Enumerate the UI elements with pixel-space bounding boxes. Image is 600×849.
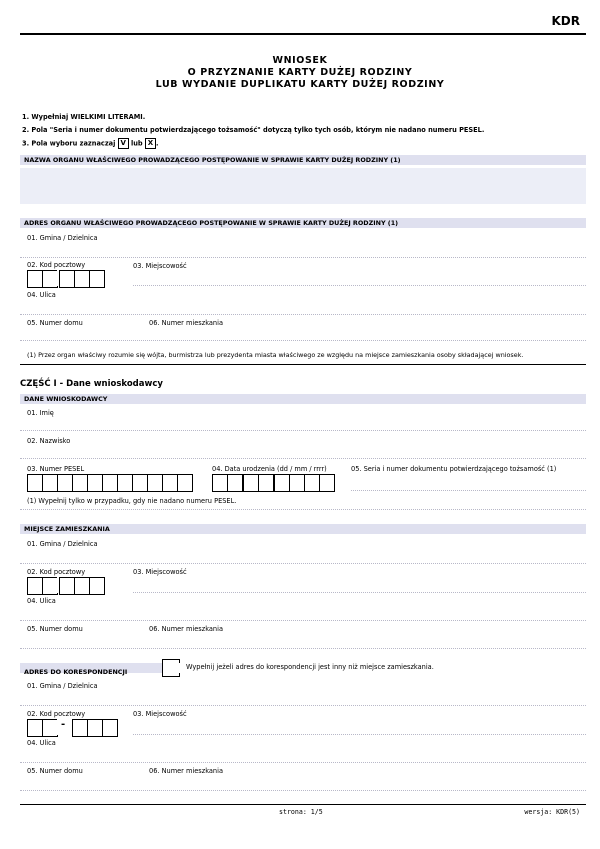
organ-kod-label: 02. Kod pocztowy [27,261,86,269]
corr-ulica-field[interactable] [20,762,586,763]
organ-name-field[interactable] [20,168,586,204]
organ-gmina-label: 01. Gmina / Dzielnica [27,234,98,242]
organ-address-header: ADRES ORGANU WŁAŚCIWEGO PROWADZĄCEGO POSTĘPOWANIE W SPRAWIE KARTY DUŻEJ RODZINY (1) [24,219,399,227]
organ-nr-mieszkania-label: 06. Numer mieszkania [149,319,223,327]
instruction-3 [22,138,158,149]
nazwisko-label: 02. Nazwisko [27,437,71,445]
res-nr-domu-label: 05. Numer domu [27,625,83,633]
example-check-x: X [145,138,156,149]
organ-ulica-field[interactable] [20,314,586,315]
nazwisko-field[interactable] [20,458,586,459]
doc-field[interactable] [351,490,586,491]
footer-rule [20,804,586,805]
pesel-note: (1) Wypełnij tylko w przypadku, gdy nie nadano numeru PESEL. [27,497,237,505]
instruction-3-prefix: 3. Pola wyboru zaznaczaj [22,139,116,148]
res-kod-label: 02. Kod pocztowy [27,568,86,576]
section-rule [20,364,586,365]
pesel-boxes[interactable] [27,474,193,492]
corr-nr-domu-label: 05. Numer domu [27,767,83,775]
res-nr-field[interactable] [20,648,586,649]
applicant-bottom-rule [20,509,586,510]
corr-kod-dash: - [61,719,66,730]
res-nr-mieszkania-label: 06. Numer mieszkania [149,625,223,633]
res-ulica-field[interactable] [20,620,586,621]
organ-gmina-field[interactable] [20,257,586,258]
organ-kod-boxes[interactable] [27,270,105,288]
organ-nr-field[interactable] [20,340,586,341]
res-gmina-label: 01. Gmina / Dzielnica [27,540,98,548]
corr-checkbox-label: Wypełnij jeżeli adres do korespondencji jest inny niż miejsce zamieszkania. [186,663,434,671]
corr-nr-field[interactable] [20,790,586,791]
title-line-3: LUB WYDANIE DUPLIKATU KARTY DUŻEJ RODZINY [155,79,445,90]
corr-ulica-label: 04. Ulica [27,739,56,747]
title-line-1: WNIOSEK [272,55,328,66]
corr-checkbox[interactable] [162,659,180,677]
corr-kod-boxes[interactable] [27,719,118,737]
instruction-3-or: lub [130,139,143,148]
corr-header: ADRES DO KORESPONDENCJI [24,668,128,676]
corr-kod-label: 02. Kod pocztowy [27,710,86,718]
res-kod-boxes[interactable] [27,577,105,595]
birth-date-label: 04. Data urodzenia (dd / mm / rrrr) [212,465,327,473]
instruction-1: 1. Wypełniaj WIELKIMI LITERAMI. [22,113,146,121]
res-miejscowosc-label: 03. Miejscowość [133,568,187,576]
corr-gmina-label: 01. Gmina / Dzielnica [27,682,98,690]
title-line-2: O PRZYZNANIE KARTY DUŻEJ RODZINY [187,67,413,78]
imie-field[interactable] [20,430,586,431]
res-miejscowosc-field[interactable] [133,592,586,593]
organ-miejscowosc-label: 03. Miejscowość [133,262,187,270]
organ-name-header: NAZWA ORGANU WŁAŚCIWEGO PROWADZĄCEGO POSTĘPOWANIE W SPRAWIE KARTY DUŻEJ RODZINY (1) [24,156,401,164]
corr-gmina-field[interactable] [20,705,586,706]
form-code: KDR [551,14,580,28]
res-gmina-field[interactable] [20,563,586,564]
res-ulica-label: 04. Ulica [27,597,56,605]
corr-miejscowosc-field[interactable] [133,734,586,735]
corr-miejscowosc-label: 03. Miejscowość [133,710,187,718]
top-rule [20,33,586,35]
instruction-3-suffix: . [155,139,159,148]
residence-header: MIEJSCE ZAMIESZKANIA [24,525,110,533]
pesel-label: 03. Numer PESEL [27,465,85,473]
imie-label: 01. Imię [27,409,54,417]
organ-nr-domu-label: 05. Numer domu [27,319,83,327]
part-1-title: CZĘŚĆ I - Dane wnioskodawcy [20,379,163,389]
instruction-2: 2. Pola "Seria i numer dokumentu potwierdzającego tożsamość" dotyczą tylko tych osób, którym nie nadano numeru PESEL. [22,126,485,134]
applicant-header: DANE WNIOSKODAWCY [24,395,108,403]
example-check-v: V [118,138,129,149]
page-number: strona: 1/5 [279,808,323,816]
organ-note: (1) Przez organ właściwy rozumie się wójta, burmistrza lub prezydenta miasta właściwego ze względu na miejsce zamieszkania osoby składającej wniosek. [27,351,524,359]
organ-ulica-label: 04. Ulica [27,291,56,299]
organ-miejscowosc-field[interactable] [133,285,586,286]
doc-label: 05. Seria i numer dokumentu potwierdzającego tożsamość (1) [351,465,557,473]
corr-nr-mieszkania-label: 06. Numer mieszkania [149,767,223,775]
birth-date-boxes[interactable] [212,474,335,492]
form-version: wersja: KDR(5) [524,808,580,816]
